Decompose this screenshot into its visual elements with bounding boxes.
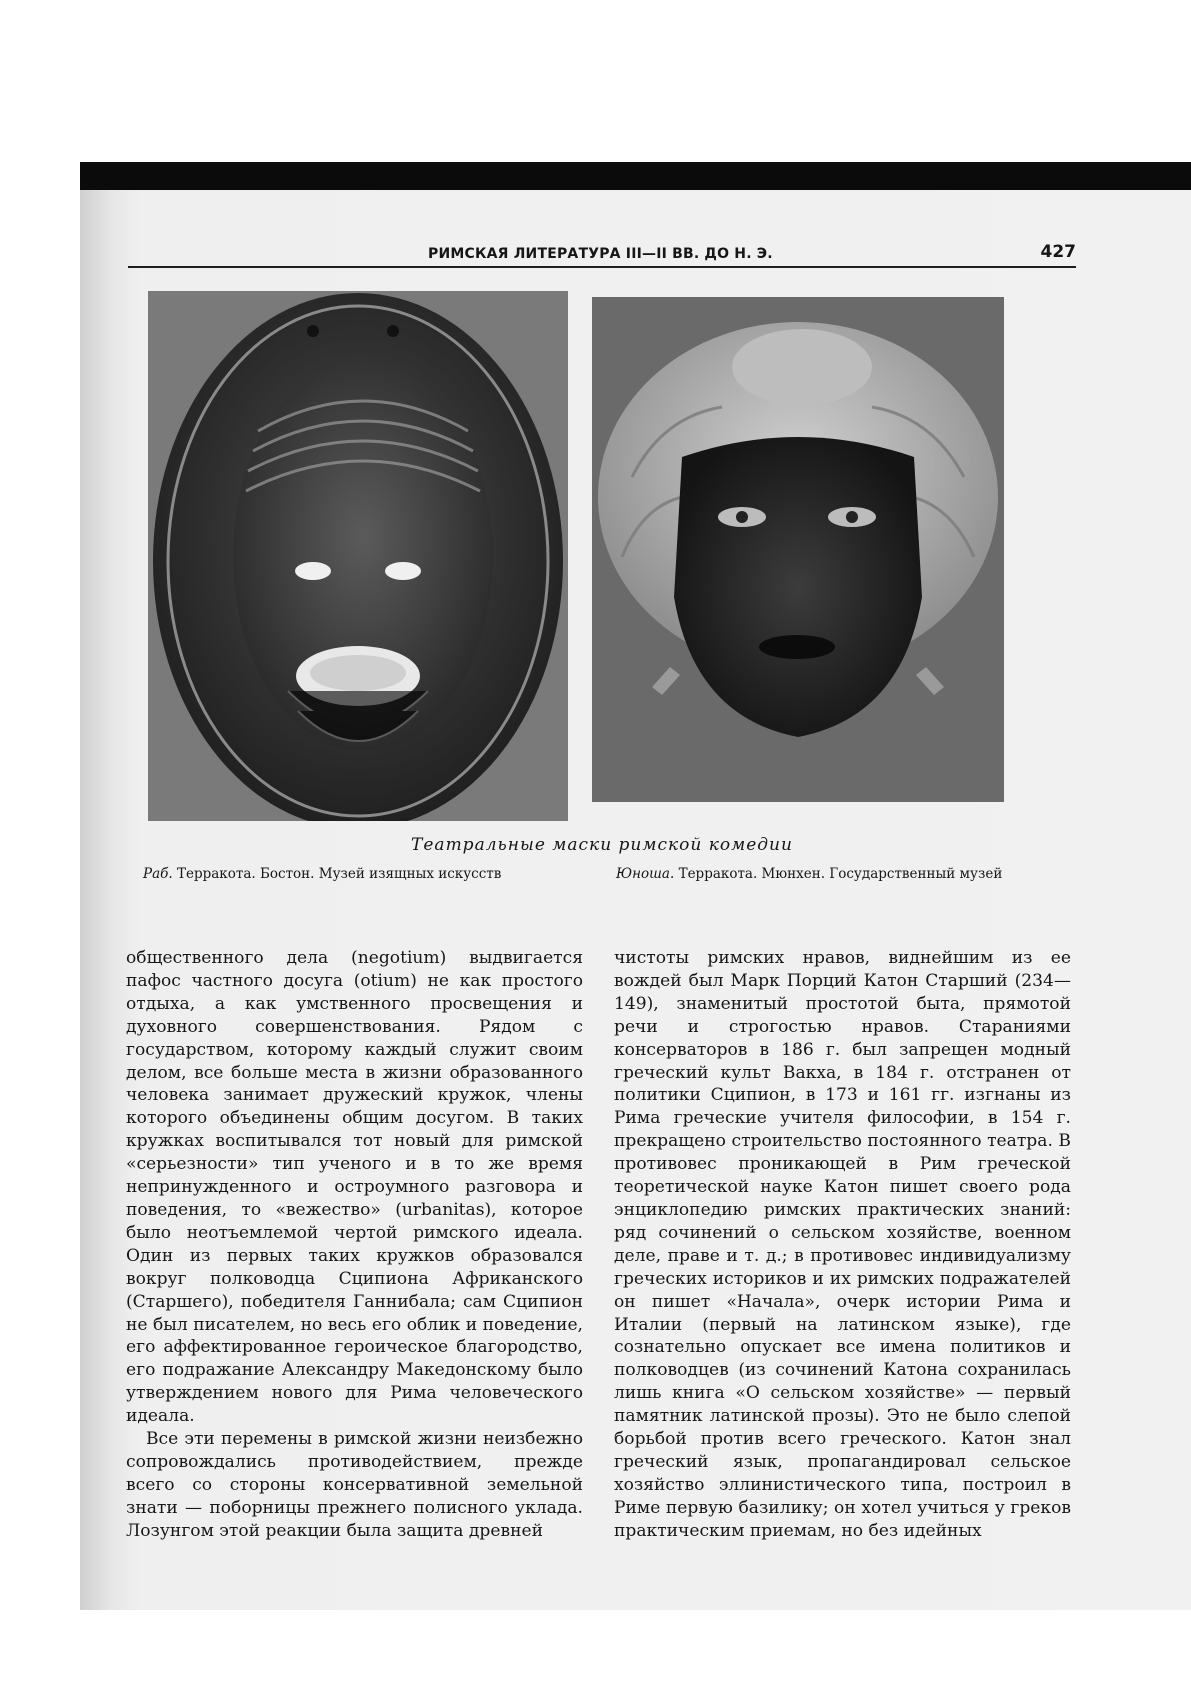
youth-mask-photo: [592, 297, 1004, 802]
scan-top-edge: [80, 162, 1191, 190]
page-number: 427: [1040, 242, 1076, 262]
left-figure-caption: [143, 866, 501, 882]
paragraph: чистоты римских нравов, виднейшим из ее вождей был Марк Порций Катон Старший (234—149), знаменитый простотой быта, прямотой речи и строгостью нравов. Стараниями консерваторов в 186 г. был запрещен модный греческий культ Вакха, в 184 г. отстранен от политики Сципион, в 173 и 161 гг. изгнаны из Рима греческие учителя философии, в 154 г. прекращено строительство постоянного театра. В противовес проникающей в Рим греческой теоретической науке Катон пишет своего рода энциклопедию римских практических знаний: ряд сочинений о сельском хозяйстве, военном деле, праве и т. д.; в противовес индивидуализму греческих историков и их римских подражателей он пишет «Начала», очерк истории Рима и Италии (первый на латинском языке), где сознательно опускает все имена политиков и полководцев (из сочинений Катона сохранилась лишь книга «О сельском хозяйстве» — первый памятник латинской прозы). Это не было слепой борьбой против всего греческого. Катон знал греческий язык, пропагандировал сельское хозяйство эллинистического типа, построил в Риме первую базилику; он хотел учиться у греков практическим приемам, но без идейных: [614, 948, 1071, 1541]
left-figure-label: Раб.: [143, 866, 173, 882]
slave-mask-photo: [148, 291, 568, 821]
right-figure-label: Юноша.: [616, 866, 675, 882]
right-figure-text: Терракота. Мюнхен. Государственный музей: [678, 866, 1003, 882]
right-text-column: [614, 947, 1071, 1543]
left-figure-text: Терракота. Бостон. Музей изящных искусств: [176, 866, 502, 882]
right-figure-caption: [616, 866, 1002, 882]
running-header: [128, 242, 1076, 268]
left-text-column: [126, 947, 583, 1543]
paragraph: общественного дела (negotium) выдвигается пафос частного досуга (otium) не как простого отдыха, а как умственного просвещения и духовного совершенствования. Рядом с государством, которому каждый служит своим делом, все больше места в жизни образованного человека занимает дружеский кружок, члены которого объединены общим досугом. В таких кружках воспитывался тот новый для римской «серьезности» тип ученого и в то же время непринужденного и остроумного разговора и поведения, то «вежество» (urbanitas), которое было неотъемлемой чертой римского идеала. Один из первых таких кружков образовался вокруг полководца Сципиона Африканского (Старшего), победителя Ганнибала; сам Сципион не был писателем, но весь его облик и поведение, его аффектированное героическое благородство, его подражание Александру Македонскому было утверждением нового для Рима человеческого идеала.: [126, 948, 583, 1427]
figure-caption: Театральные маски римской комедии: [411, 835, 793, 855]
paragraph: Все эти перемены в римской жизни неизбежно сопровождались противодействием, прежде всего со стороны консервативной земельной знати — поборницы прежнего полисного уклада. Лозунгом этой реакции была защита древней: [126, 1429, 583, 1541]
running-header-title: РИМСКАЯ ЛИТЕРАТУРА III—II ВВ. ДО Н. Э.: [428, 246, 773, 262]
